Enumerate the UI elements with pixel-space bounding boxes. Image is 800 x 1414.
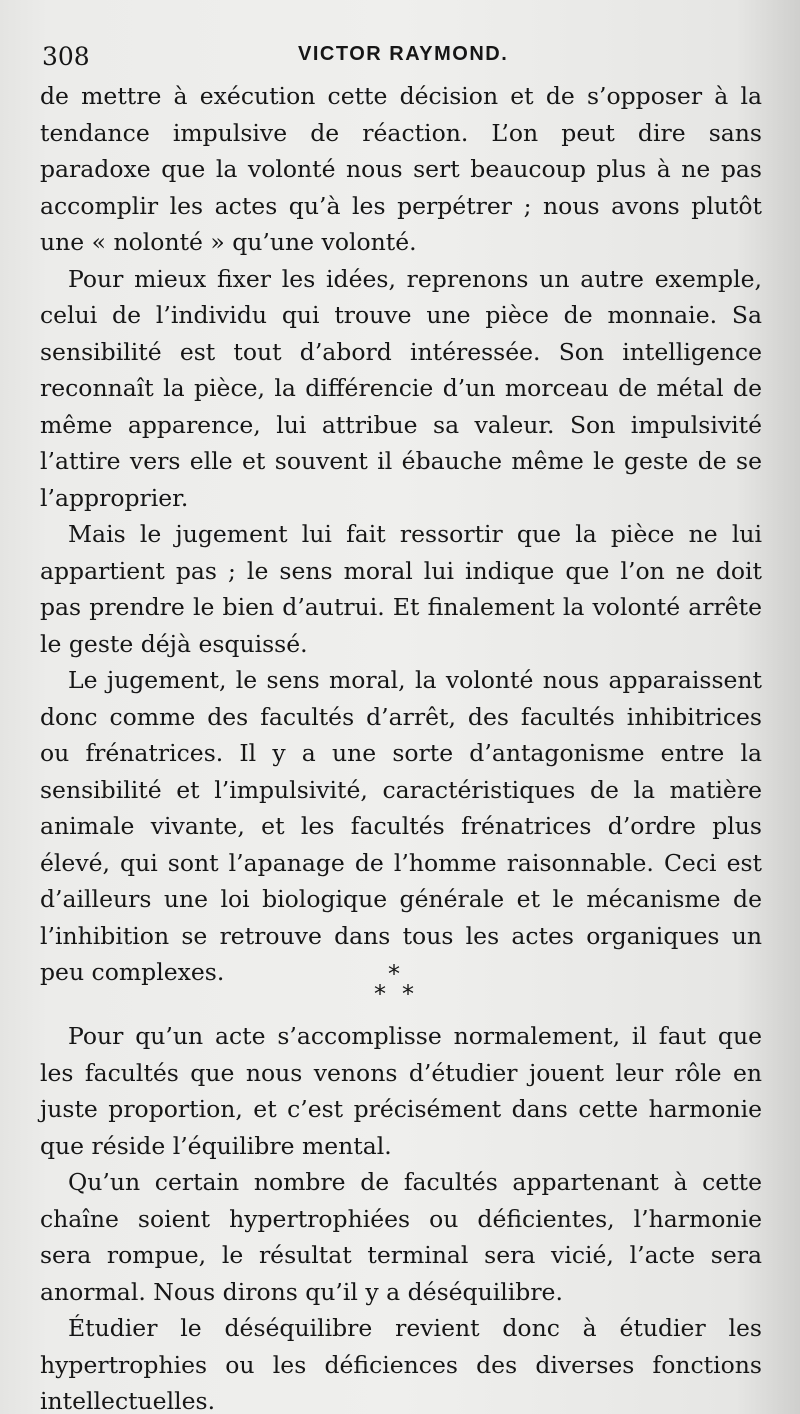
separator-star: * bbox=[374, 980, 386, 1008]
paragraph: de mettre à exécution cette décision et de s’opposer à la tendance impulsive de réaction. L’on peut dire sans paradoxe que la volonté nous sert beaucoup plus à ne pas accomplir les actes qu’à les perpétrer ; nous avons plutôt une « nolonté » qu’une volonté. bbox=[40, 82, 762, 256]
separator-star: * bbox=[402, 980, 414, 1008]
page-number: 308 bbox=[42, 42, 90, 71]
paragraph: Mais le jugement lui fait ressortir que la pièce ne lui appartient pas ; le sens moral lui indique que l’on ne doit pas prendre le bien d’autrui. Et finalement la volonté arrête le geste déjà esquissé. bbox=[40, 520, 762, 658]
text-block-lower bbox=[40, 1018, 762, 1414]
running-head: VICTOR RAYMOND. bbox=[298, 43, 509, 65]
paragraph: Le jugement, le sens moral, la volonté nous apparaissent donc comme des facultés d’arrêt, des facultés inhibitrices ou frénatrices. Il y a une sorte d’antagonisme entre la sensibilité et l’impulsivité, caractéristiques de la matière animale vivante, et les facultés frénatrices d’ordre plus élevé, qui sont l’apanage de l’homme raisonnable. Ceci est d’ailleurs une loi biologique générale et le mécanisme de l’inhibition se retrouve dans tous les actes organiques un peu complexes. bbox=[40, 666, 762, 986]
paragraph: Étudier le déséquilibre revient donc à étudier les hypertrophies ou les déficiences des diverses fonctions intellectuelles. bbox=[40, 1314, 762, 1414]
text-block-upper bbox=[40, 78, 762, 991]
paragraph: Pour qu’un acte s’accomplisse normalement, il faut que les facultés que nous venons d’étudier jouent leur rôle en juste proportion, et c’est précisément dans cette harmonie que réside l’équilibre mental. bbox=[40, 1022, 762, 1160]
section-separator-asterism bbox=[300, 958, 500, 1008]
page-header bbox=[42, 38, 760, 78]
paragraph: Pour mieux fixer les idées, reprenons un autre exemple, celui de l’individu qui trouve une pièce de monnaie. Sa sensibilité est tout d’abord intéressée. Son intelligence reconnaît la pièce, la différencie d’un morceau de métal de même apparence, lui attribue sa valeur. Son impulsivité l’attire vers elle et souvent il ébauche même le geste de se l’approprier. bbox=[40, 264, 762, 512]
paragraph: Qu’un certain nombre de facultés appartenant à cette chaîne soient hypertrophiées ou déficientes, l’harmonie sera rompue, le résultat terminal sera vicié, l’acte sera anormal. Nous dirons qu’il y a déséquilibre. bbox=[40, 1168, 762, 1306]
separator-star: * bbox=[388, 960, 400, 988]
